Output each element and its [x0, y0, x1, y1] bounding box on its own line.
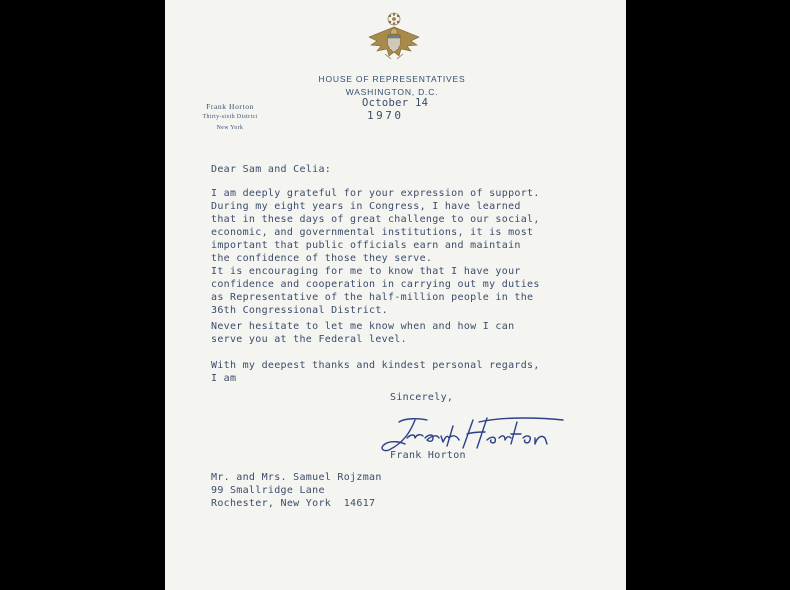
letter-paper — [165, 0, 626, 590]
typed-signature-name: Frank Horton — [390, 450, 466, 461]
letter-date: October 14 — [362, 97, 429, 109]
sender-district: Thirty-sixth District — [202, 114, 258, 120]
sender-name: Frank Horton — [206, 102, 254, 111]
paragraph: Never hesitate to let me know when and how I can serve you at the Federal level. — [211, 321, 515, 345]
letterhead-house: HOUSE OF REPRESENTATIVES — [318, 74, 466, 84]
paragraph: With my deepest thanks and kindest personal regards, I am — [211, 360, 540, 384]
eagle-seal-icon — [365, 10, 423, 68]
closing: Sincerely, — [390, 392, 454, 403]
recipient-address: Mr. and Mrs. Samuel Rojzman 99 Smallridge Lane Rochester, New York 14617 — [211, 472, 382, 509]
sender-block — [190, 101, 270, 134]
paragraph: It is encouraging for me to know that I have your confidence and cooperation in carrying out my duties as Representative of the half-million people in the 36th Congressional District. — [211, 266, 540, 316]
letterhead — [312, 73, 472, 99]
letter-year: 1970 — [367, 109, 404, 122]
letterhead-city: WASHINGTON, D.C. — [345, 87, 439, 97]
paragraph: I am deeply grateful for your expression of support. During my eight years in Congress, I have learned that in these days of great challenge to our social, economic, and governmental institutions, it is most important that public officials earn and maintain the confidence of those they serve. — [211, 188, 540, 264]
salutation: Dear Sam and Celia: — [211, 164, 332, 175]
sender-state: New York — [216, 125, 244, 131]
